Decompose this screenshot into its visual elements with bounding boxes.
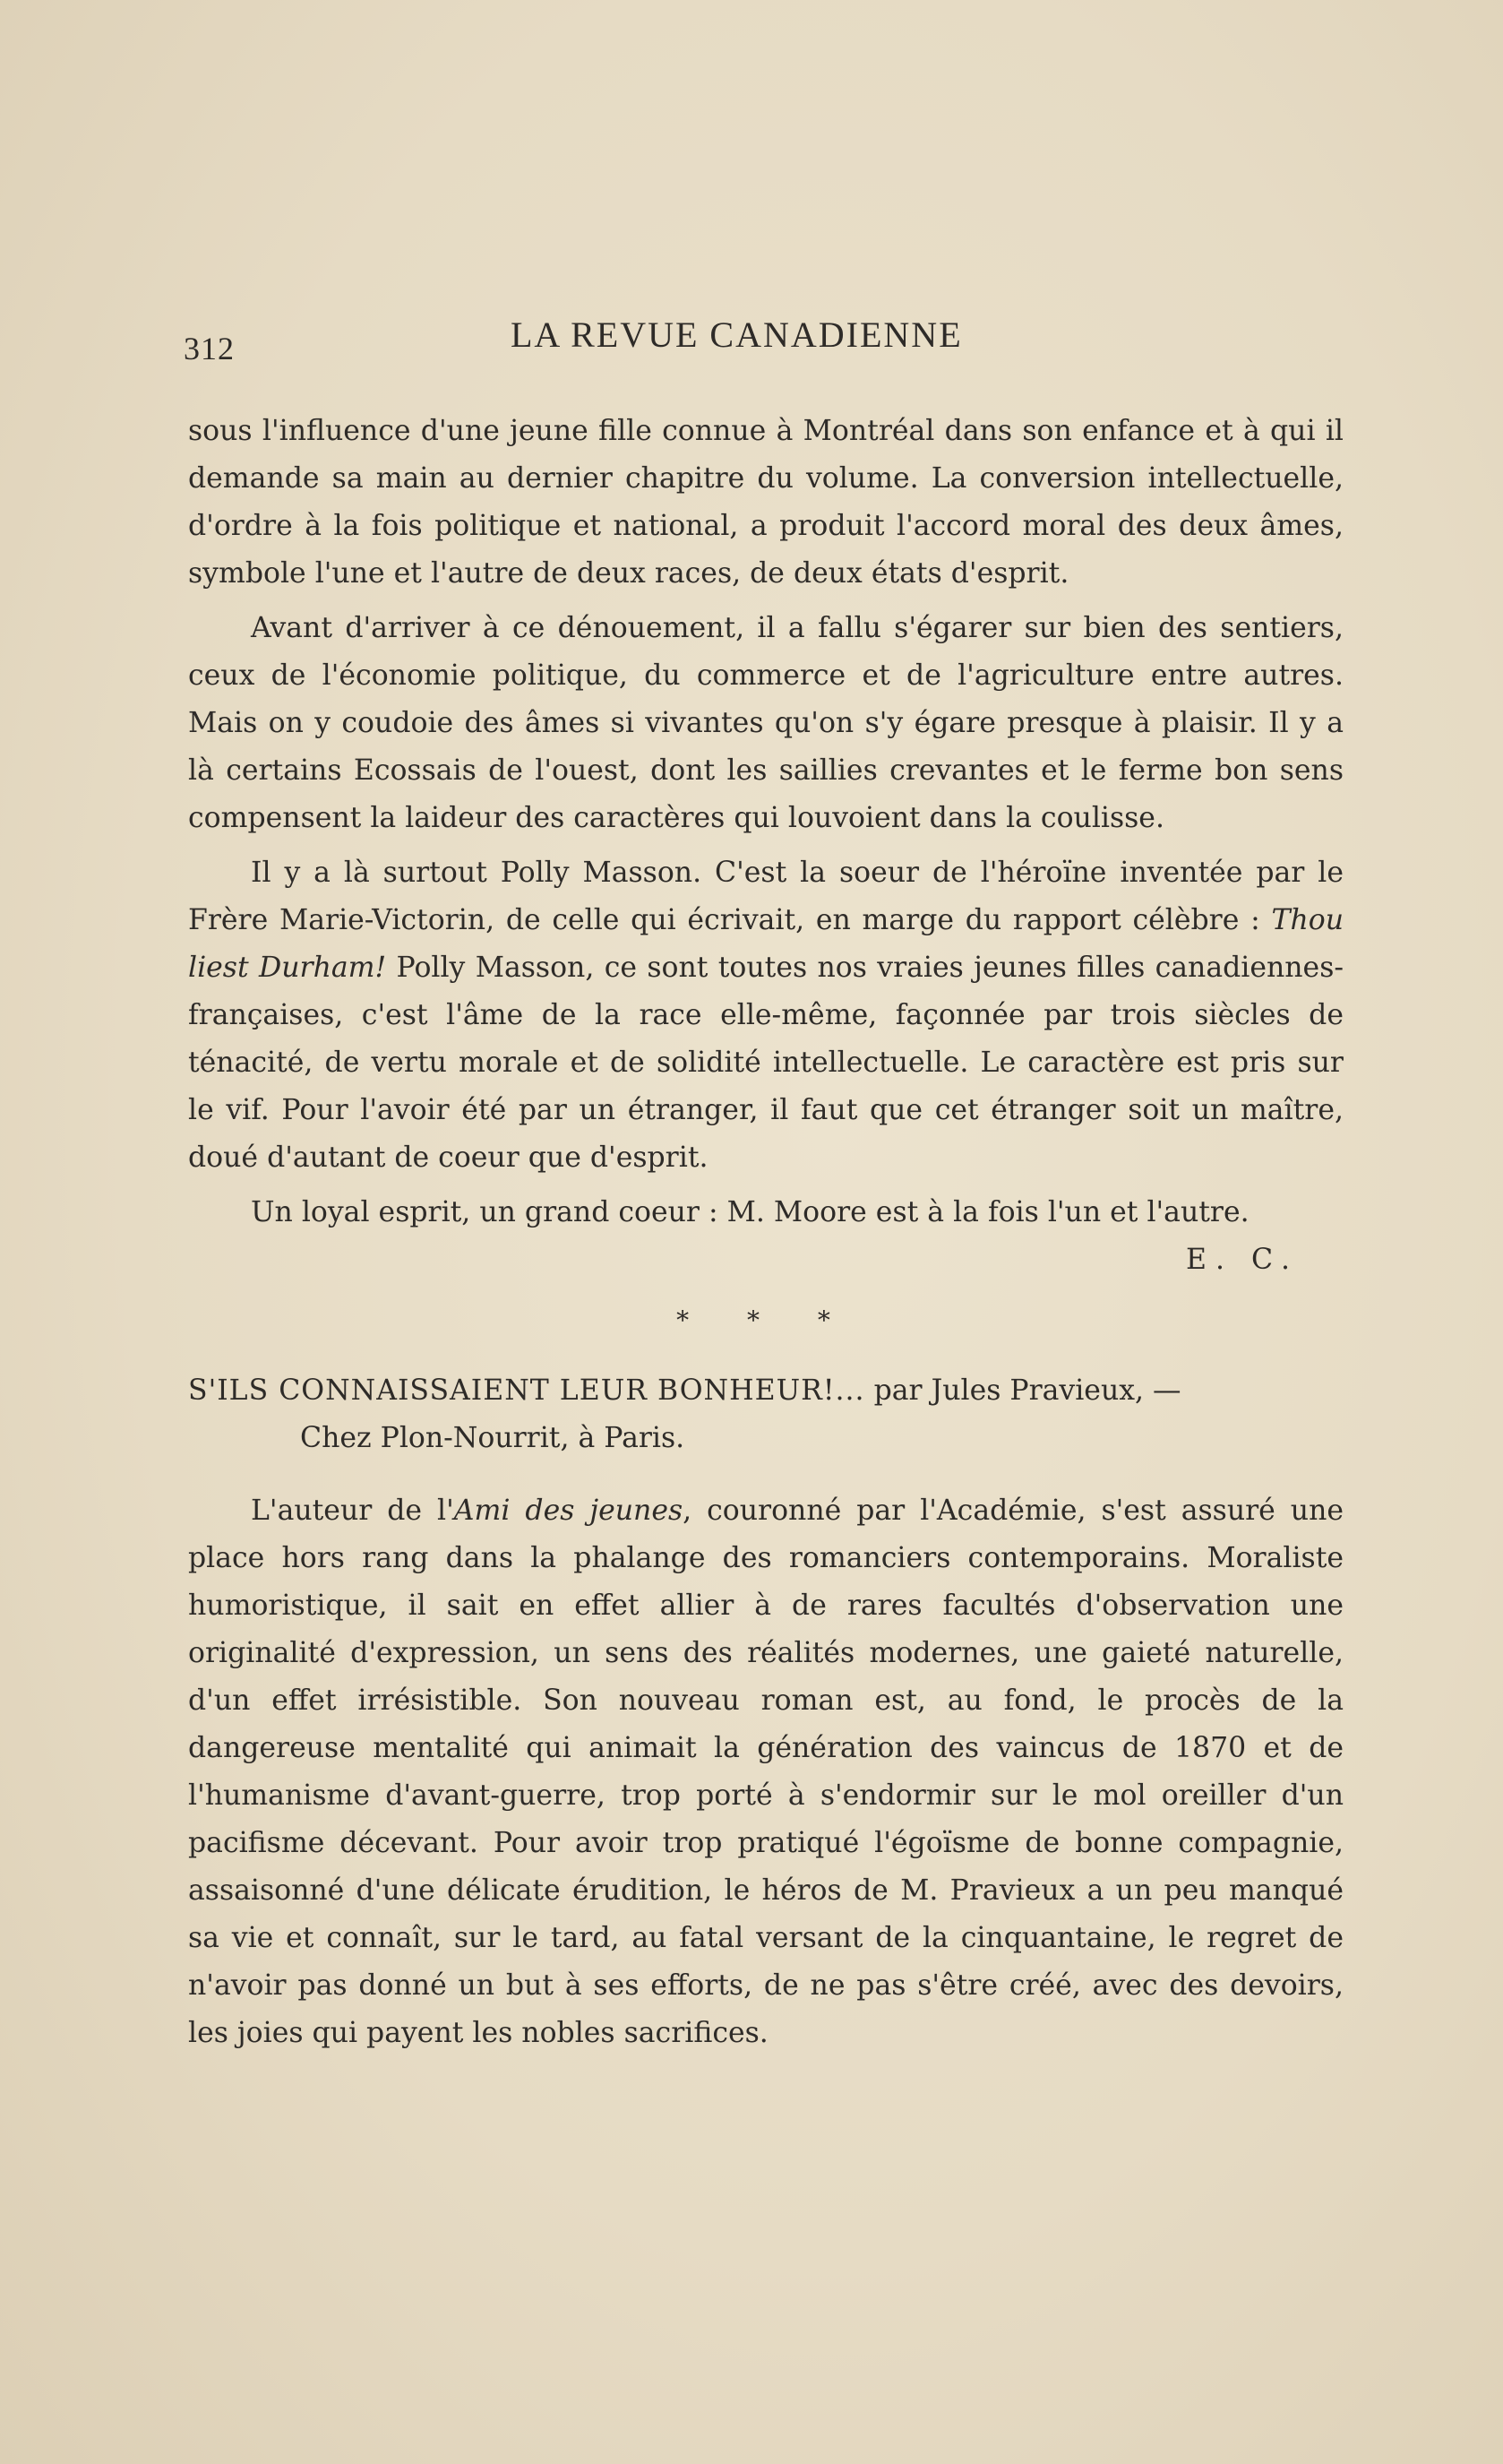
- review-paragraph: [188, 849, 1344, 1182]
- page-header: [184, 314, 1357, 367]
- paragraph-text: Il y a là surtout Polly Masson. C'est la soeur de l'héroïne inventée par le Frère Marie-Victorin, de celle qui écrivait, en marge du rapport célèbre :: [188, 857, 1344, 936]
- review-paragraph: Un loyal esprit, un grand coeur : M. Moore est à la fois l'un et l'autre.: [251, 1196, 1250, 1228]
- italic-book-title: Ami des jeunes: [453, 1495, 683, 1527]
- book-author: par Jules Pravieux, —: [864, 1374, 1181, 1407]
- review-paragraph: [188, 1487, 1344, 2057]
- running-title: LA REVUE CANADIENNE: [511, 314, 963, 355]
- review-paragraph: Avant d'arriver à ce dénouement, il a fallu s'égarer sur bien des sentiers, ceux de l'économie politique, du commerce et de l'agriculture entre autres. Mais on y coudoie des âmes si vivantes qu'on s'y égare presque à plaisir. Il y a là certains Ecossais de l'ouest, dont les saillies crevantes et le ferme bon sens compensent la laideur des caractères qui louvoient dans la coulisse.: [188, 612, 1344, 834]
- paragraph-text: Polly Masson, ce sont toutes nos vraies jeunes filles canadiennes-françaises, c'est l'âme de la race elle-même, façonnée par trois siècles de ténacité, de vertu morale et de solidité intellectuelle. Le caractère est pris sur le vif. Pour l'avoir été par un étranger, il faut que cet étranger soit un maître, doué d'autant de coeur que d'esprit.: [188, 952, 1344, 1174]
- book-publisher: Chez Plon-Nourrit, à Paris.: [300, 1422, 685, 1454]
- review-paragraph: sous l'influence d'une jeune fille connue à Montréal dans son enfance et à qui il demande sa main au dernier chapitre du volume. La conversion intellectuelle, d'ordre à la fois politique et national, a produit l'accord moral des deux âmes, symbole l'une et l'autre de deux races, de deux états d'esprit.: [188, 415, 1344, 590]
- paragraph-text: , couronné par l'Académie, s'est assuré une place hors rang dans la phalange des romanciers contemporains. Moraliste humoristique, il sait en effet allier à de rares facultés d'observation une originalité d'expression, un sens des réalités modernes, une gaieté naturelle, d'un effet irrésistible. Son nouveau roman est, au fond, le procès de la dangereuse mentalité qui animait la génération des vaincus de 1870 et de l'humanisme d'avant-guerre, trop porté à s'endormir sur le mol oreiller d'un pacifisme décevant. Pour avoir trop pratiqué l'égoïsme de bonne compagnie, assaisonné d'une délicate érudition, le héros de M. Pravieux a un peu manqué sa vie et connaît, sur le tard, au fatal versant de la cinquantaine, le regret de n'avoir pas donné un but à ses efforts, de ne pas s'être créé, avec des devoirs, les joies qui payent les nobles sacrifices.: [188, 1495, 1344, 2049]
- book-title: [188, 1367, 1344, 1415]
- section-separator: * * *: [676, 1305, 855, 1335]
- page-body: [188, 408, 1344, 2057]
- italic-quote: Thou liest Durham!: [188, 904, 1344, 984]
- page-number: 312: [184, 331, 235, 366]
- paragraph-text: L'auteur de l': [251, 1495, 454, 1527]
- author-initials: E. C.: [1185, 1244, 1299, 1276]
- book-title-text: S'ILS CONNAISSAIENT LEUR BONHEUR!...: [188, 1374, 865, 1407]
